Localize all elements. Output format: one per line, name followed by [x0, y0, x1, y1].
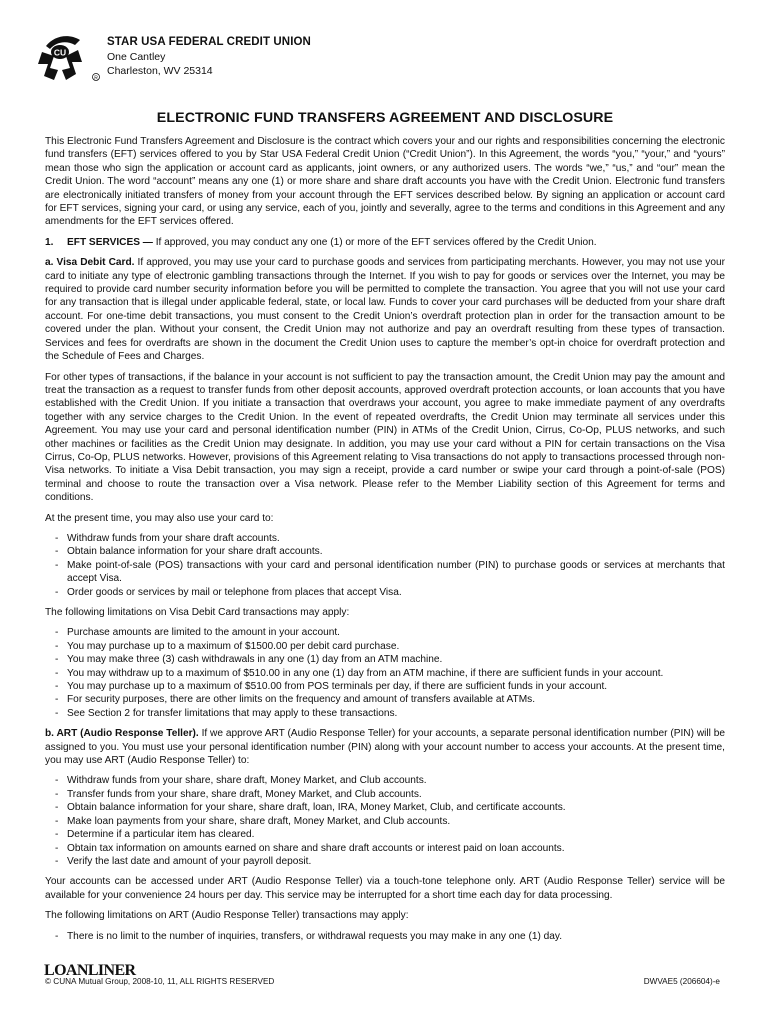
- art-limits-list: [45, 930, 725, 943]
- list-item: - You may purchase up to a maximum of $1500.00 per debit card purchase.: [45, 640, 725, 653]
- visa-paragraph-2: For other types of transactions, if the balance in your account is not sufficient to pay the transaction amount, the Credit Union may pay the amount and treat the transaction as a request to transfer funds from other deposit accounts, approved overdraft protection accounts, or loan accounts that you have established with the Credit Union. If you initiate a transaction that overdraws your account, you agree to make immediate payment of any overdrafts together with any service charges to the Credit Union. In the event of repeated overdrafts, the Credit Union may terminate all services under this Agreement. You may use your card and personal identification number (PIN) in ATMs of the Credit Union, Cirrus, Co-Op, PLUS networks, and such other machines or facilities as the Credit Union may designate. In addition, you may use your card without a PIN for certain transactions on the Visa Cirrus, Co-Op, PLUS networks. However, provisions of this Agreement relating to Visa transactions do not apply to transactions processed through non-Visa networks. To initiate a Visa Debit transaction, you may sign a receipt, provide a card number or swipe your card through a point-of-sale (POS) terminal and choose to route the transaction over a Visa network. Please refer to the Member Liability section of this Agreement for terms and conditions.: [45, 371, 725, 504]
- address-line-2: Charleston, WV 25314: [107, 65, 213, 77]
- list-item: - Make loan payments from your share, share draft, Money Market, and Club accounts.: [45, 815, 725, 828]
- art-label: b. ART (Audio Response Teller).: [45, 728, 199, 740]
- list-item: - You may purchase up to a maximum of $510.00 from POS terminals per day, if there are sufficient funds in your account.: [45, 680, 725, 693]
- list-item: - Purchase amounts are limited to the amount in your account.: [45, 626, 725, 639]
- list-item: - Verify the last date and amount of your payroll deposit.: [45, 855, 725, 868]
- document-title: ELECTRONIC FUND TRANSFERS AGREEMENT AND DISCLOSURE: [156, 110, 614, 126]
- copyright-notice: © CUNA Mutual Group, 2008-10, 11, ALL RIGHTS RESERVED: [45, 977, 275, 986]
- art-limits-intro: The following limitations on ART (Audio Response Teller) transactions may apply:: [45, 910, 409, 922]
- visa-uses-list: [45, 532, 725, 599]
- intro-paragraph: This Electronic Fund Transfers Agreement and Disclosure is the contract which covers your and our rights and responsibilities concerning the electronic fund transfers (EFT) services offered to you by Star USA Federal Credit Union (“Credit Union”). In this Agreement, the words “you,” “your,” and “yours” mean those who sign the application or account card as applicants, joint owners, or any authorized users. The words “we,” “us,” and “our” mean the Credit Union. The word “account” means any one (1) or more share and share draft accounts you have with the Credit Union. Electronic fund transfers are electronically initiated transfers of money from your account through the EFT services described below. By signing an application or account card for EFT services, signing your card, or using any service, each of you, jointly and severally, agree to the terms and conditions in this Agreement and any amendments for the EFT services offered.: [45, 136, 725, 228]
- visa-paragraph-1: a. Visa Debit Card. If approved, you may use your card to purchase goods and services from participating merchants. However, you may not use your card to initiate any type of electronic gambling transactions through the Internet. If you wish to pay for goods or services over the Internet, you may be required to provide card number security information before you will be permitted to complete the transaction. You agree that you will not use your card for any transaction that is illegal under applicable federal, state, or local law. Funds to cover your card purchases will be deducted from your share draft account. For one-time debit transactions, you must consent to the Credit Union’s overdraft protection plan in order for the transaction amount to be covered under the plan. Without your consent, the Credit Union may not authorize and pay an overdraft resulting from these types of transaction. Services and fees for overdrafts are shown in the document the Credit Union uses to capture the member’s opt-in choice for overdraft protection and the Schedule of Fees and Charges.: [45, 257, 725, 363]
- section-heading: EFT SERVICES —: [67, 236, 153, 248]
- loanliner-logo: [44, 961, 144, 977]
- art-paragraph-1: b. ART (Audio Response Teller). If we approve ART (Audio Response Teller) for your accounts, a separate personal identification number (PIN) will be assigned to you. You must use your personal identification number (PIN) along with your account number to access your accounts. At the present time, you may use ART (Audio Response Teller) to:: [45, 728, 725, 767]
- visa-limits-list: [45, 626, 725, 720]
- address-line-1: One Cantley: [107, 51, 166, 63]
- list-item: - Order goods or services by mail or telephone from places that accept Visa.: [45, 586, 725, 599]
- list-item: - See Section 2 for transfer limitations that may apply to these transactions.: [45, 707, 725, 720]
- org-name: STAR USA FEDERAL CREDIT UNION: [107, 36, 311, 48]
- visa-label: a. Visa Debit Card.: [45, 257, 135, 269]
- svg-text:CU: CU: [53, 47, 67, 58]
- visa-uses-intro: At the present time, you may also use your card to:: [45, 512, 274, 524]
- list-item: - Transfer funds from your share, share draft, Money Market, and Club accounts.: [45, 788, 725, 801]
- list-item: - Withdraw funds from your share, share draft, Money Market, and Club accounts.: [45, 774, 725, 787]
- list-item: - For security purposes, there are other limits on the frequency and amount of transfers available at ATMs.: [45, 693, 725, 706]
- svg-text:R: R: [94, 75, 98, 82]
- list-item: - Make point-of-sale (POS) transactions with your card and personal identification number (PIN) to purchase goods or services at merchants that accept Visa.: [45, 559, 725, 586]
- form-code: DWVAE5 (206604)-e: [643, 977, 720, 986]
- svg-text:LOANLINER: LOANLINER: [44, 962, 136, 977]
- section-1: [45, 236, 725, 249]
- list-item: - There is no limit to the number of inquiries, transfers, or withdrawal requests you may make in any one (1) day.: [45, 930, 725, 943]
- list-item: - Determine if a particular item has cleared.: [45, 828, 725, 841]
- list-item: - You may make three (3) cash withdrawals in any one (1) day from an ATM machine.: [45, 653, 725, 666]
- list-item: - Withdraw funds from your share draft accounts.: [45, 532, 725, 545]
- list-item: - Obtain tax information on amounts earned on share and share draft accounts or interest paid on loan accounts.: [45, 842, 725, 855]
- visa-limits-intro: The following limitations on Visa Debit Card transactions may apply:: [45, 607, 350, 618]
- list-item: - You may withdraw up to a maximum of $510.00 in any one (1) day from an ATM machine, if there are sufficient funds in your account.: [45, 667, 725, 680]
- document-body: [45, 135, 725, 950]
- art-paragraph-2: Your accounts can be accessed under ART (Audio Response Teller) via a touch-tone telephone only. ART (Audio Response Teller) service will be available for your convenience 24 hours per day. This service may be interrupted for a short time each day for data processing.: [45, 876, 725, 901]
- letterhead: [34, 34, 434, 84]
- credit-union-logo: [34, 34, 106, 84]
- art-uses-list: [45, 774, 725, 868]
- list-item: - Obtain balance information for your share draft accounts.: [45, 545, 725, 558]
- section-number: 1.: [45, 236, 54, 248]
- list-item: - Obtain balance information for your share, share draft, loan, IRA, Money Market, Club, and certificate accounts.: [45, 801, 725, 814]
- section-text: If approved, you may conduct any one (1) or more of the EFT services offered by the Credit Union.: [152, 236, 597, 248]
